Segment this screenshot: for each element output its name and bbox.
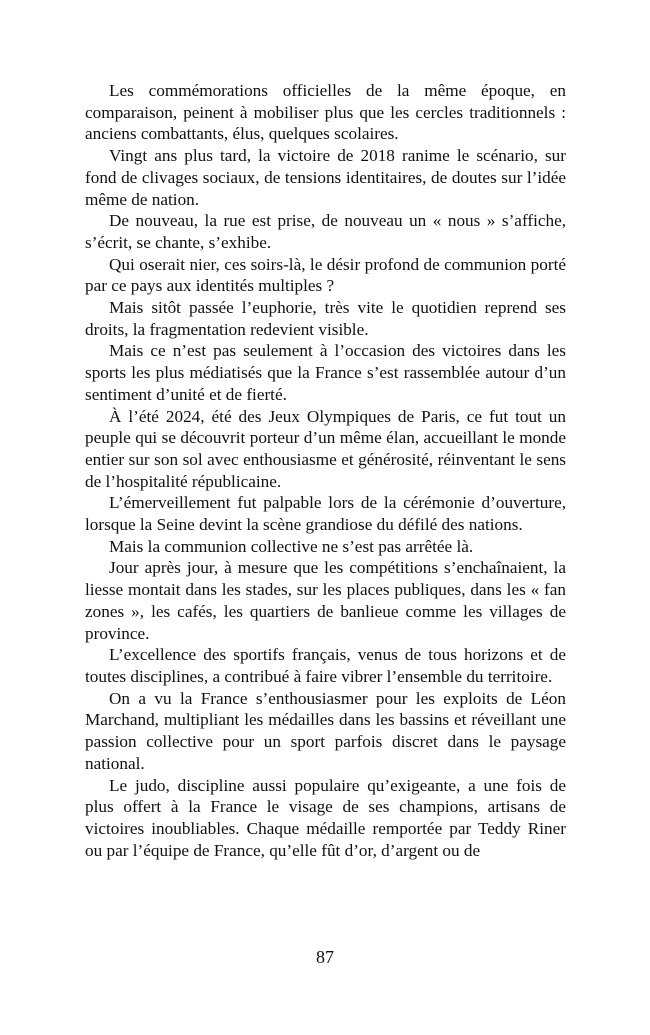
paragraph: L’excellence des sportifs français, venus de tous horizons et de toutes disciplines, a contribué à faire vibrer l’ensemble du territoire. (85, 645, 566, 686)
paragraph: Mais ce n’est pas seulement à l’occasion des victoires dans les sports les plus médiatisés que la France s’est rassemblée autour d’un sentiment d’unité et de fierté. (85, 341, 566, 404)
page-number: 87 (316, 947, 334, 967)
paragraph: Jour après jour, à mesure que les compétitions s’enchaînaient, la liesse montait dans les stades, sur les places publiques, dans les « fan zones », les cafés, les quartiers de banlieue comme les villages de province. (85, 558, 566, 643)
paragraph: L’émerveillement fut palpable lors de la cérémonie d’ouverture, lorsque la Seine devint la scène grandiose du défilé des nations. (85, 493, 566, 535)
paragraph: Le judo, discipline aussi populaire qu’exigeante, a une fois de plus offert à la France le visage de ses champions, artisans de victoires inoubliables. Chaque médaille remportée par Teddy Riner ou par l’équipe de France, qu’elle fût d’or, d’argent ou de (85, 775, 566, 860)
paragraph: Qui oserait nier, ces soirs-là, le désir profond de communion porté par ce pays aux identités multiples ? (85, 254, 566, 296)
paragraph: Les commémorations officielles de la même époque, en comparaison, peinent à mobiliser plus que les cercles traditionnels : anciens combattants, élus, quelques scolaires. (85, 81, 566, 144)
paragraph: De nouveau, la rue est prise, de nouveau un « nous » s’affiche, s’écrit, se chante, s’exhibe. (85, 211, 566, 252)
paragraph: On a vu la France s’enthousiasmer pour les exploits de Léon Marchand, multipliant les médailles dans les bassins et réveillant une passion collective pour un sport parfois discret dans le paysage national. (85, 688, 566, 773)
paragraph: Mais la communion collective ne s’est pas arrêtée là. (109, 536, 474, 556)
page-body (85, 80, 566, 861)
paragraph: Mais sitôt passée l’euphorie, très vite le quotidien reprend ses droits, la fragmentation redevient visible. (85, 298, 566, 339)
paragraph: Vingt ans plus tard, la victoire de 2018 ranime le scénario, sur fond de clivages sociaux, de tensions identitaires, de doutes sur l’idée même de nation. (85, 146, 566, 209)
paragraph: À l’été 2024, été des Jeux Olympiques de Paris, ce fut tout un peuple qui se découvrit porteur d’un même élan, accueillant le monde entier sur son sol avec enthousiasme et générosité, réinventant le sens de l’hospitalité républicaine. (85, 406, 566, 491)
